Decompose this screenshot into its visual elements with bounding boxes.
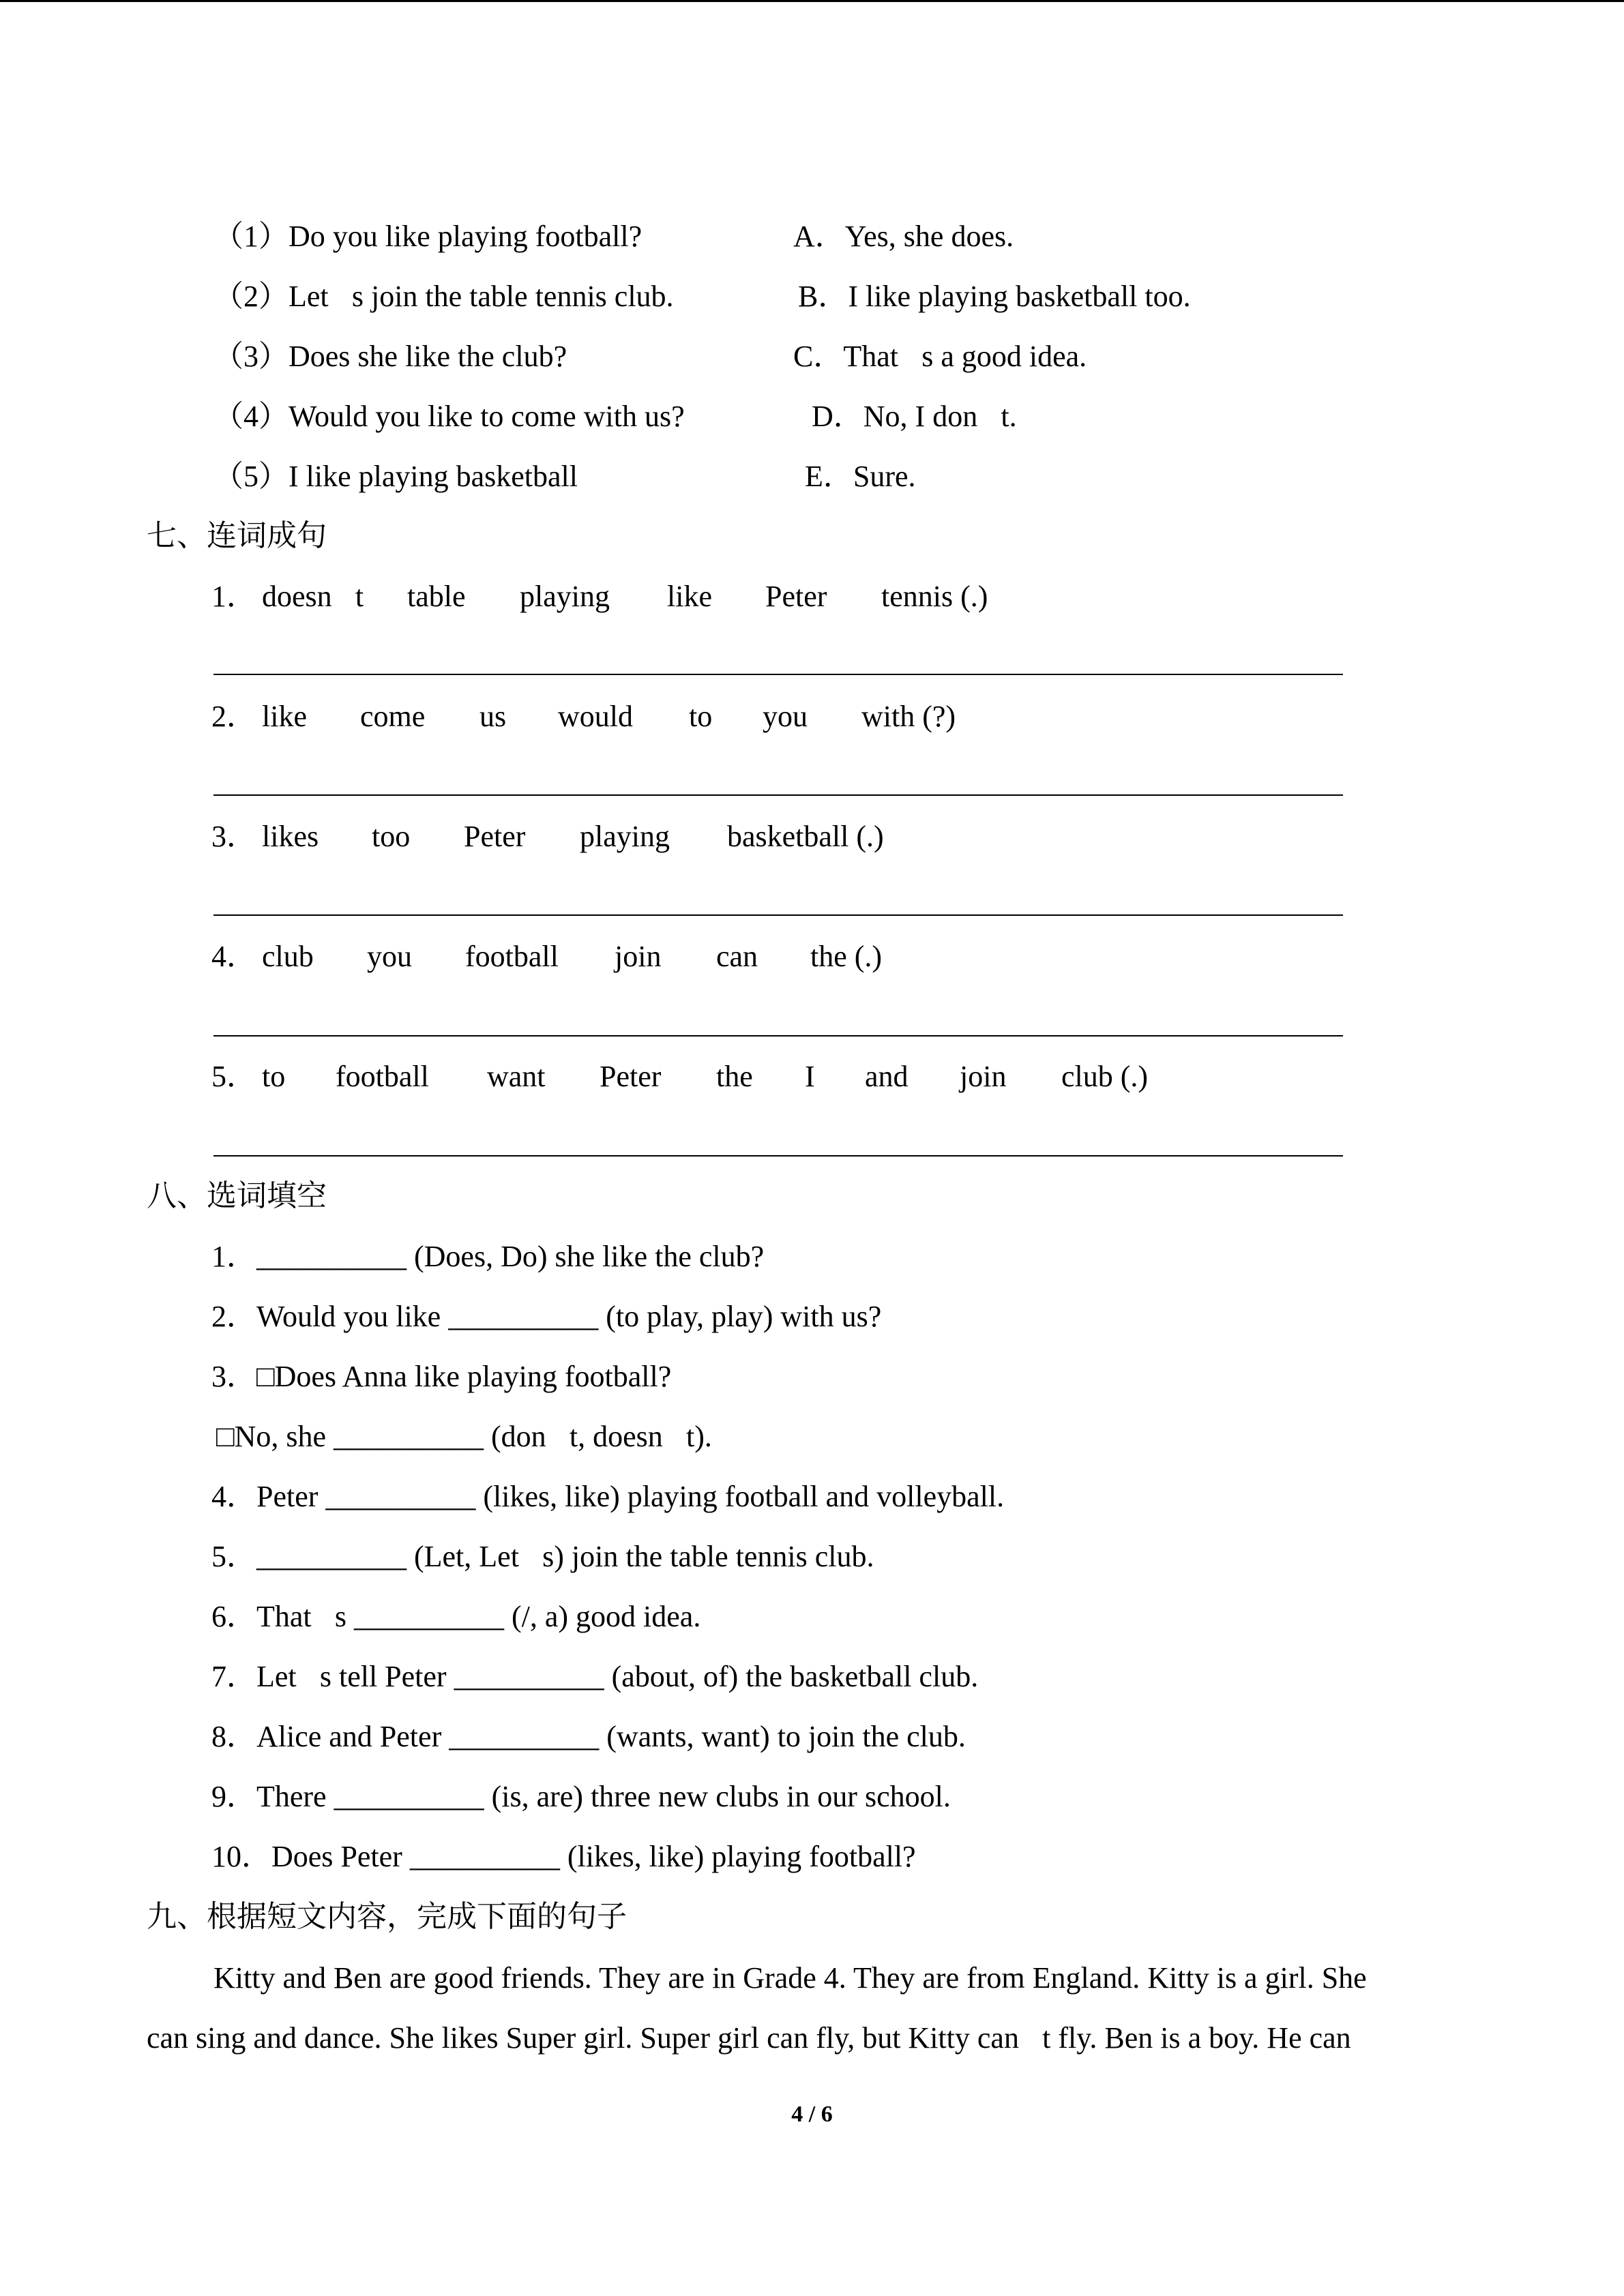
matching-right-c: C．That s a good idea. — [793, 340, 1071, 373]
matching-left-5: （5）I like playing basketball — [213, 460, 578, 493]
scrambled-word: you — [763, 700, 808, 733]
scrambled-word: doesn t — [262, 580, 348, 613]
scrambled-word: too — [372, 820, 411, 853]
scrambled-word: playing — [580, 820, 670, 853]
scrambled-word: the (.) — [810, 940, 883, 973]
fill-item-1: 1．__________ (Does, Do) she like the club? — [211, 1240, 765, 1273]
scrambled-word: want — [487, 1060, 546, 1093]
section7-item-1 — [211, 578, 1344, 616]
scrambled-word: the — [716, 1060, 753, 1093]
item-number: 2． — [211, 700, 256, 733]
scrambled-word: us — [479, 700, 507, 733]
scrambled-word: club (.) — [1061, 1060, 1149, 1093]
section7-heading: 七、连词成句 — [147, 519, 327, 552]
fill-item-7: 7．Let s tell Peter __________ (about, of) the basketball club. — [211, 1660, 962, 1693]
matching-left-3: （3）Does she like the club? — [213, 340, 567, 373]
fill-item-10: 10．Does Peter __________ (likes, like) playing football? — [211, 1840, 916, 1873]
scrambled-word: with (?) — [861, 700, 956, 733]
scrambled-word: Peter — [765, 580, 827, 613]
matching-left-2: （2）Let s join the table tennis club. — [213, 280, 658, 313]
scrambled-word: to — [689, 700, 713, 733]
scrambled-word: likes — [262, 820, 319, 853]
scrambled-word: like — [262, 700, 307, 733]
scrambled-word: tennis (.) — [881, 580, 988, 613]
page-number: 4 / 6 — [791, 2102, 833, 2127]
matching-left-1: （1）Do you like playing football? — [213, 220, 643, 253]
matching-right-b: B．I like playing basketball too. — [798, 280, 1191, 313]
item-number: 3． — [211, 820, 256, 853]
scrambled-word: Peter — [464, 820, 526, 853]
scrambled-word: basketball (.) — [727, 820, 884, 853]
section7-item-5 — [211, 1058, 1344, 1096]
item-number: 5． — [211, 1060, 256, 1093]
item-number: 1． — [211, 580, 256, 613]
top-border — [0, 0, 1624, 2]
scrambled-word: and — [865, 1060, 909, 1093]
scrambled-word: can — [716, 940, 758, 973]
matching-right-d: D．No, I don t. — [812, 400, 1001, 433]
passage-line-1: Kitty and Ben are good friends. They are in Grade 4. They are from England. Kitty is a girl. She — [213, 1961, 1367, 1995]
section7-item-3 — [211, 818, 1344, 856]
scrambled-word: join — [615, 940, 662, 973]
fill-item-5: 5．__________ (Let, Let s) join the table tennis club. — [211, 1540, 859, 1573]
section9-heading: 九、根据短文内容，完成下面的句子 — [147, 1900, 627, 1933]
answer-line-2[interactable] — [213, 794, 1343, 796]
fill-item-9: 9．There __________ (is, are) three new clubs in our school. — [211, 1780, 951, 1813]
scrambled-word: football — [465, 940, 559, 973]
scrambled-word: football — [336, 1060, 429, 1093]
fill-item-3-question: 3．□Does Anna like playing football? — [211, 1360, 672, 1393]
fill-item-3-answer: □No, she __________ (don t, doesn t). — [216, 1420, 681, 1453]
section7-item-4 — [211, 938, 1344, 976]
matching-left-4: （4）Would you like to come with us? — [213, 400, 685, 433]
answer-line-4[interactable] — [213, 1035, 1343, 1037]
scrambled-word: join — [960, 1060, 1007, 1093]
scrambled-word: you — [367, 940, 412, 973]
passage-line-2: can sing and dance. She likes Super girl. Super girl can fly, but Kitty can t fly. Ben is a boy. He can — [147, 2021, 1335, 2055]
scrambled-word: playing — [520, 580, 610, 613]
item-number: 4． — [211, 940, 256, 973]
section8-heading: 八、选词填空 — [147, 1179, 327, 1212]
scrambled-word: table — [407, 580, 466, 613]
scrambled-word: Peter — [600, 1060, 662, 1093]
fill-item-6: 6．That s __________ (/, a) good idea. — [211, 1600, 685, 1633]
fill-item-2: 2．Would you like __________ (to play, play) with us? — [211, 1300, 882, 1333]
scrambled-word: I — [805, 1060, 815, 1093]
scrambled-word: come — [360, 700, 426, 733]
answer-line-3[interactable] — [213, 914, 1343, 916]
answer-line-5[interactable] — [213, 1155, 1343, 1157]
fill-item-4: 4．Peter __________ (likes, like) playing football and volleyball. — [211, 1480, 1005, 1513]
fill-item-8: 8．Alice and Peter __________ (wants, want) to join the club. — [211, 1720, 966, 1753]
matching-right-e: E．Sure. — [805, 460, 916, 493]
answer-line-1[interactable] — [213, 674, 1343, 675]
section7-item-2 — [211, 698, 1344, 736]
scrambled-word: to — [262, 1060, 286, 1093]
scrambled-word: club — [262, 940, 314, 973]
matching-right-a: A．Yes, she does. — [793, 220, 1014, 253]
scrambled-word: would — [558, 700, 633, 733]
scrambled-word: like — [667, 580, 712, 613]
